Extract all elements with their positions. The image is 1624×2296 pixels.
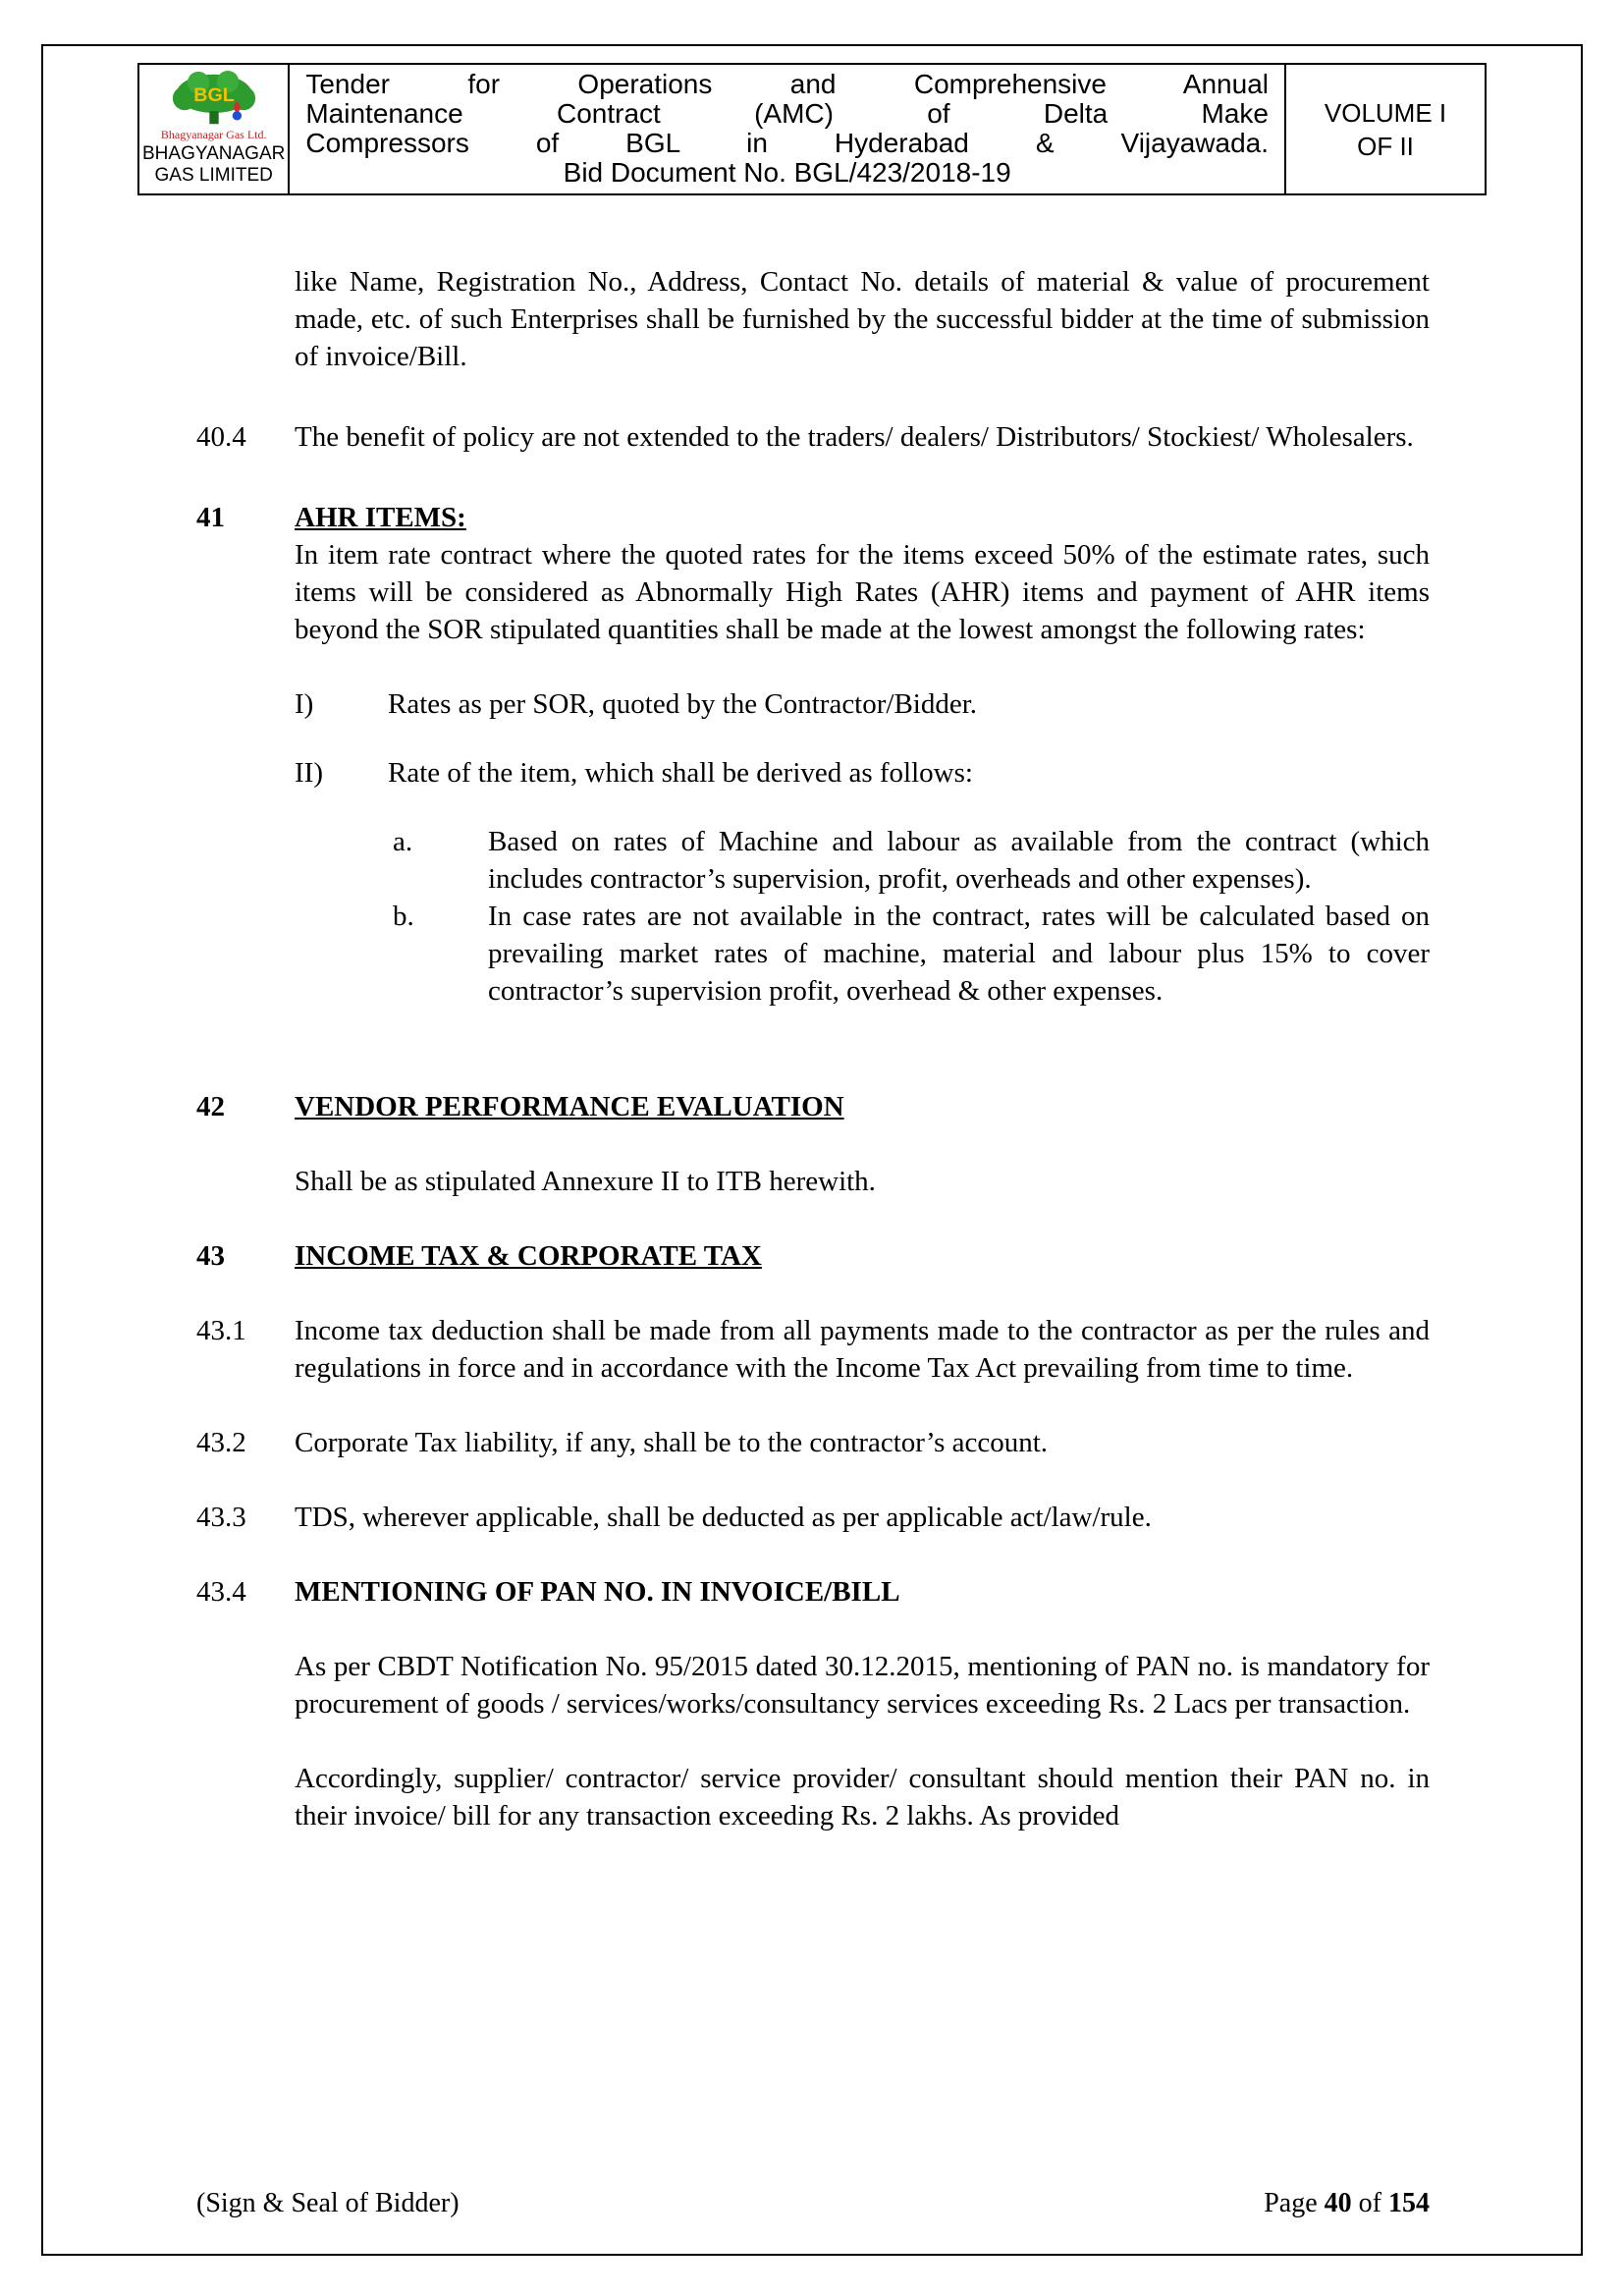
- section-text: Corporate Tax liability, if any, shall be to the contractor’s account.: [295, 1427, 1049, 1458]
- volume-line-2: OF II: [1357, 131, 1414, 161]
- section-text: TDS, wherever applicable, shall be deducted as per applicable act/law/rule.: [295, 1502, 1152, 1533]
- section-41: [196, 499, 1430, 1088]
- section-number: 40.4: [196, 421, 246, 453]
- logo-cell: [139, 65, 290, 193]
- section-43-4-paragraph-2: Accordingly, supplier/ contractor/ service provider/ consultant should mention their PAN no. in their invoice/ bill for any transaction exceeding Rs. 2 lakhs. As provided: [295, 1763, 1430, 1831]
- section-number: 41: [196, 502, 225, 533]
- section-number: 43.4: [196, 1576, 246, 1608]
- section-42-text: Shall be as stipulated Annexure II to ITB herewith.: [295, 1166, 876, 1197]
- page-total: 154: [1388, 2188, 1430, 2218]
- section-number: 43: [196, 1240, 225, 1272]
- volume-line-1: VOLUME I: [1324, 97, 1447, 128]
- section-43-4-paragraph-1: As per CBDT Notification No. 95/2015 dated 30.12.2015, mentioning of PAN no. is mandatory for procurement of goods / services/works/consultancy services exceeding Rs. 2 Lacs per transaction.: [295, 1651, 1430, 1720]
- subitem-label: II): [295, 757, 323, 789]
- section-number: 42: [196, 1091, 225, 1122]
- of-word: of: [1358, 2188, 1381, 2218]
- section-40-4: [196, 418, 1430, 456]
- tender-title-line-2: Maintenance Contract (AMC) of Delta Make: [305, 98, 1269, 129]
- subitem-label: a.: [393, 826, 413, 857]
- page-number: [1264, 2186, 1430, 2221]
- section-43-2: [196, 1424, 1430, 1461]
- tender-title-line-3: Compressors of BGL in Hyderabad & Vijayawada.: [305, 128, 1269, 158]
- section-number: 43.3: [196, 1502, 246, 1533]
- document-body: [196, 263, 1430, 1834]
- page-current: 40: [1324, 2188, 1352, 2218]
- subitem-text: Rates as per SOR, quoted by the Contractor/Bidder.: [388, 688, 978, 720]
- page-footer: [196, 2186, 1430, 2221]
- section-43: [196, 1237, 1430, 1275]
- bgl-logo-icon: [163, 71, 265, 128]
- page-word: Page: [1264, 2188, 1318, 2218]
- subitem-a: [393, 823, 1430, 898]
- section-42: [196, 1088, 1430, 1125]
- logo-acronym-text: BGL: [192, 83, 235, 106]
- section-heading: AHR ITEMS:: [295, 502, 466, 533]
- company-name: BHAGYANAGAR GAS LIMITED: [142, 143, 286, 186]
- subitem-b: [393, 898, 1430, 1010]
- section-text: The benefit of policy are not extended to the traders/ dealers/ Distributors/ Stockiest/ Wholesalers.: [295, 421, 1414, 453]
- logo-subtitle: Bhagyanagar Gas Ltd.: [160, 128, 267, 141]
- tender-title-line-1: Tender for Operations and Comprehensive Annual: [305, 69, 1269, 99]
- section-43-4: [196, 1573, 1430, 1611]
- section-43-3: [196, 1499, 1430, 1536]
- section-41-content: [295, 499, 1430, 1088]
- section-heading: MENTIONING OF PAN NO. IN INVOICE/BILL: [295, 1576, 900, 1608]
- section-heading: INCOME TAX & CORPORATE TAX: [295, 1240, 762, 1272]
- section-text: In item rate contract where the quoted rates for the items exceed 50% of the estimate rates, such items will be considered as Abnormally High Rates (AHR) items and payment of AHR items beyond the SOR stipulated quantities shall be made at the lowest amongst the following rates:: [295, 539, 1430, 645]
- volume-cell: [1286, 65, 1485, 193]
- subitem-text: Rate of the item, which shall be derived as follows:: [388, 757, 973, 789]
- section-number: 43.1: [196, 1315, 246, 1346]
- subitem-text: Based on rates of Machine and labour as available from the contract (which includes contractor’s supervision, profit, overheads and other expenses).: [488, 826, 1430, 895]
- section-heading: VENDOR PERFORMANCE EVALUATION: [295, 1091, 844, 1122]
- intro-paragraph: like Name, Registration No., Address, Contact No. details of material & value of procurement made, etc. of such Enterprises shall be furnished by the successful bidder at the time of submission of invoice/Bill.: [295, 266, 1430, 372]
- title-cell: [290, 65, 1286, 193]
- subitem-II: [295, 754, 1430, 792]
- section-number: 43.2: [196, 1427, 246, 1458]
- section-43-1: [196, 1312, 1430, 1387]
- sign-seal-label: (Sign & Seal of Bidder): [196, 2188, 460, 2218]
- subitem-I: [295, 685, 1430, 723]
- bid-document-number: Bid Document No. BGL/423/2018-19: [563, 157, 1011, 188]
- subitem-label: b.: [393, 901, 414, 932]
- subitem-text: In case rates are not available in the contract, rates will be calculated based on prevailing market rates of machine, material and labour plus 15% to cover contractor’s supervision profit, overhead & other expenses.: [488, 901, 1430, 1007]
- section-text: Income tax deduction shall be made from all payments made to the contractor as per the rules and regulations in force and in accordance with the Income Tax Act prevailing from time to time.: [295, 1315, 1430, 1384]
- subitem-label: I): [295, 688, 314, 720]
- header-table: [137, 63, 1487, 195]
